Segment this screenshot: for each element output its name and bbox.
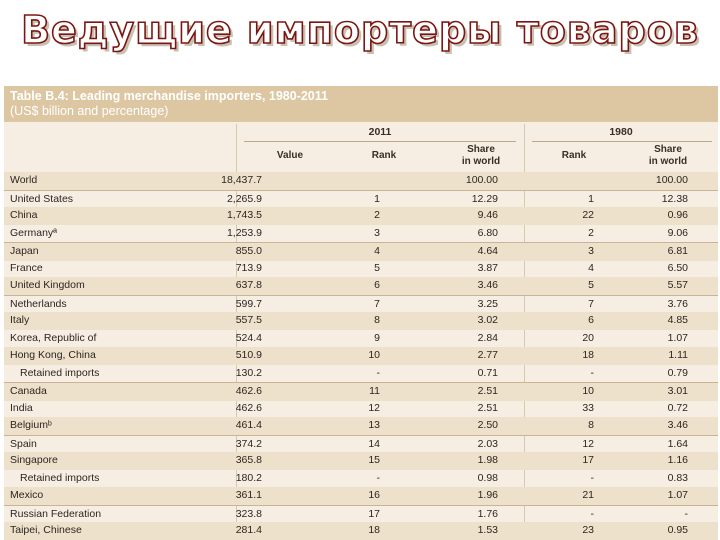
rank-2011-cell: 5 [374,261,380,274]
country-name-cell: Mexico [10,489,44,501]
share-2011-cell: 9.46 [477,209,498,221]
table-row [4,400,718,418]
table-row [4,260,718,278]
table-row [4,242,718,261]
country-name-cell: Korea, Republic of [10,331,97,344]
col-header-share-2011-line1: Share [467,144,495,155]
rank-1980-cell: 12 [582,437,594,450]
col-header-share-1980-line1: Share [654,144,682,155]
table-row [4,417,718,435]
rank-2011-cell: 7 [374,297,380,310]
group-underline [244,141,516,142]
share-2011-cell: 1.96 [477,489,498,501]
rank-1980-cell: 4 [588,261,594,274]
table-row [4,505,718,524]
share-2011-cell: 2.50 [477,419,498,431]
share-2011-cell: 100.00 [465,174,498,186]
country-name-cell: Taipei, Chinese [10,524,82,536]
country-name-cell: Netherlands [10,297,67,310]
table-row [4,312,718,330]
group-header-2011: 2011 [368,126,392,138]
table-row [4,347,718,365]
share-1980-cell: 1.11 [668,349,688,361]
rank-2011-cell: 18 [368,524,380,536]
col-header-share-2011 [436,144,526,168]
rank-1980-cell: 2 [588,226,594,239]
value-2011-cell: 18,437.7 [221,174,262,186]
share-1980-cell: 0.83 [667,471,688,484]
share-2011-cell: 3.87 [477,261,498,274]
country-name-cell: Singapore [10,454,58,466]
value-2011-cell: 462.6 [235,385,262,397]
share-1980-cell: 9.06 [667,226,688,239]
rank-2011-cell: 11 [369,385,380,397]
rank-1980-cell: 17 [582,454,594,466]
rank-1980-cell: 20 [582,331,594,344]
share-1980-cell: 100.00 [655,174,688,186]
rank-2011-cell: 14 [368,437,380,450]
rank-2011-cell: 3 [374,226,380,239]
share-1980-cell: 0.72 [667,401,688,414]
share-2011-cell: 1.98 [477,454,498,466]
rank-2011-cell: 13 [368,419,380,431]
share-1980-cell: 1.64 [667,437,688,450]
country-name-cell: Canada [10,385,47,397]
importers-table [4,86,718,540]
rank-2011-cell: 9 [374,331,380,344]
share-1980-cell: 6.50 [667,261,688,274]
table-row [4,365,718,383]
table-row [4,190,718,209]
share-1980-cell: 0.95 [667,524,688,536]
table-row [4,295,718,314]
value-2011-cell: 524.4 [235,331,262,344]
value-2011-cell: 510.9 [235,349,262,361]
country-name-cell: Hong Kong, China [10,349,96,361]
country-name-cell: China [10,209,38,221]
rank-2011-cell: 10 [368,349,380,361]
share-2011-cell: 12.29 [471,192,498,205]
value-2011-cell: 281.4 [235,524,262,536]
group-header-1980: 1980 [609,126,633,138]
table-caption-units: (US$ billion and percentage) [10,104,169,118]
share-1980-cell: 3.01 [667,385,688,397]
rank-1980-cell: 21 [582,489,594,501]
rank-2011-cell: 4 [374,245,380,257]
country-name-cell: Italy [10,314,30,326]
share-1980-cell: 1.07 [667,331,688,344]
value-2011-cell: 1,743.5 [226,209,262,221]
value-2011-cell: 130.2 [235,366,262,379]
rank-2011-cell: 2 [374,209,380,221]
rank-1980-cell: 6 [588,314,594,326]
country-name-cell: Japan [10,245,39,257]
share-2011-cell: 2.03 [477,437,498,450]
country-name-cell: Retained imports [20,366,100,379]
table-row [4,522,718,540]
share-2011-cell: 0.98 [477,471,498,484]
value-2011-cell: 713.9 [235,261,262,274]
country-name-cell: Retained imports [20,471,100,484]
country-name-cell: Germanyª [10,226,58,239]
table-row [4,207,718,225]
share-1980-cell: 5.57 [667,279,688,291]
value-2011-cell: 365.8 [235,454,262,466]
rank-2011-cell: 16 [368,489,380,501]
share-2011-cell: 2.51 [477,385,498,397]
col-header-rank-2011: Rank [371,150,397,161]
share-1980-cell: 6.81 [667,245,688,257]
value-2011-cell: 180.2 [235,471,262,484]
value-2011-cell: 1,253.9 [226,226,262,239]
country-name-cell: France [10,261,43,274]
rank-2011-cell: - [376,471,380,484]
table-row [4,277,718,295]
share-1980-cell: 3.76 [667,297,688,310]
rank-1980-cell: 5 [588,279,594,291]
rank-1980-cell: 23 [582,524,594,536]
rank-2011-cell: 17 [368,507,380,520]
value-2011-cell: 855.0 [235,245,262,257]
share-2011-cell: 0.71 [477,366,498,379]
table-row [4,435,718,454]
value-2011-cell: 2,265.9 [226,192,262,205]
group-underline [532,141,712,142]
value-2011-cell: 637.8 [235,279,262,291]
share-2011-cell: 4.64 [477,245,498,257]
table-row [4,487,718,505]
rank-2011-cell: 12 [368,401,380,414]
slide-title: Ведущие импортеры товаров [21,8,699,52]
share-1980-cell: - [684,507,688,520]
rank-1980-cell: - [590,471,594,484]
rank-1980-cell: - [590,507,594,520]
country-name-cell: United Kingdom [10,279,85,291]
col-header-share-1980 [628,144,708,168]
share-2011-cell: 3.02 [477,314,498,326]
value-2011-cell: 462.6 [235,401,262,414]
share-2011-cell: 2.77 [477,349,498,361]
table-row [4,225,718,243]
share-1980-cell: 0.96 [667,209,688,221]
table-row [4,470,718,488]
country-name-cell: Belgiumᵇ [10,419,52,431]
country-name-cell: United States [10,192,74,205]
rank-1980-cell: - [590,366,594,379]
rank-1980-cell: 22 [582,209,594,221]
col-header-rank-1980: Rank [561,150,587,161]
rank-1980-cell: 18 [582,349,594,361]
value-2011-cell: 374.2 [235,437,262,450]
share-1980-cell: 1.07 [667,489,688,501]
rank-2011-cell: 6 [374,279,380,291]
table-row [4,330,718,348]
col-header-share-1980-line2: in world [648,156,688,167]
rank-1980-cell: 3 [588,245,594,257]
col-header-value: Value [276,150,304,161]
rank-1980-cell: 1 [588,192,594,205]
rank-2011-cell: 1 [374,192,380,205]
share-2011-cell: 2.84 [477,331,498,344]
value-2011-cell: 323.8 [235,507,262,520]
table-row [4,382,718,401]
share-2011-cell: 1.76 [477,507,498,520]
country-name-cell: Spain [10,437,37,450]
country-name-cell: Russian Federation [10,507,102,520]
share-2011-cell: 3.46 [477,279,498,291]
share-1980-cell: 4.85 [667,314,688,326]
share-1980-cell: 0.79 [667,366,688,379]
col-header-share-2011-line2: in world [461,156,501,167]
table-caption: Table B.4: Leading merchandise importers, 1980-2011 [10,89,328,103]
value-2011-cell: 461.4 [235,419,262,431]
share-2011-cell: 1.53 [477,524,498,536]
share-1980-cell: 12.38 [661,192,688,205]
table-row [4,172,718,190]
share-1980-cell: 1.16 [667,454,688,466]
rank-2011-cell: - [376,366,380,379]
rank-1980-cell: 10 [582,385,594,397]
share-2011-cell: 3.25 [477,297,498,310]
rank-2011-cell: 15 [368,454,380,466]
rank-1980-cell: 8 [588,419,594,431]
table-caption-band [4,86,718,122]
value-2011-cell: 557.5 [235,314,262,326]
share-2011-cell: 2.51 [477,401,498,414]
share-2011-cell: 6.80 [477,226,498,239]
rank-1980-cell: 33 [582,401,594,414]
country-name-cell: World [10,174,38,186]
rank-2011-cell: 8 [374,314,380,326]
share-1980-cell: 3.46 [667,419,688,431]
rank-1980-cell: 7 [588,297,594,310]
value-2011-cell: 361.1 [235,489,262,501]
country-name-cell: India [10,401,33,414]
table-row [4,452,718,470]
value-2011-cell: 599.7 [235,297,262,310]
